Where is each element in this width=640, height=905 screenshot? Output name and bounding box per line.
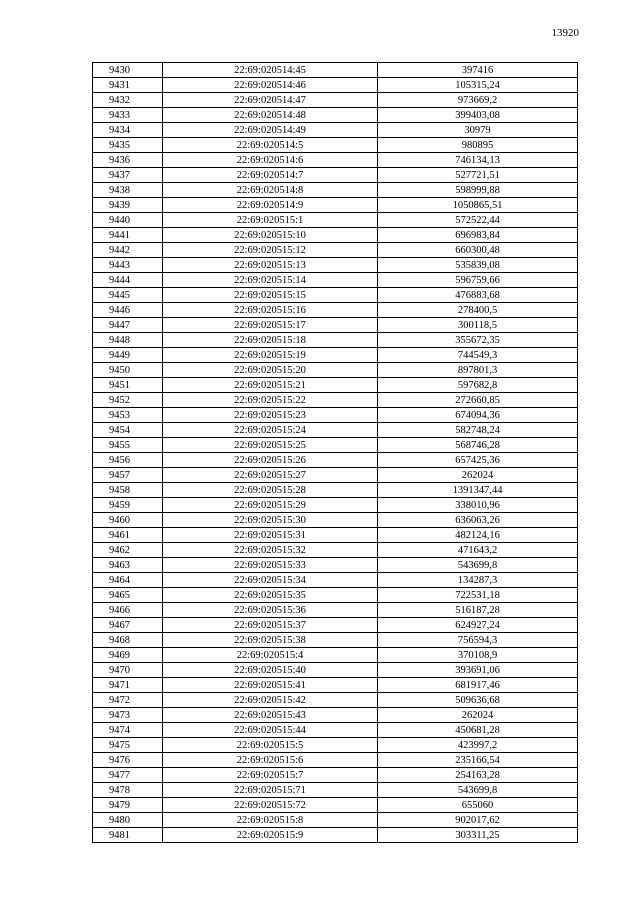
table-body xyxy=(93,63,578,843)
table-row xyxy=(93,633,578,648)
row-number-cell: 9473 xyxy=(93,708,163,723)
row-number-cell: 9479 xyxy=(93,798,163,813)
cadastral-value-cell: 568746,28 xyxy=(378,438,578,453)
row-number-cell: 9441 xyxy=(93,228,163,243)
row-number-cell: 9481 xyxy=(93,828,163,843)
row-number-cell: 9477 xyxy=(93,768,163,783)
cadastral-number-cell: 22:69:020515:31 xyxy=(163,528,378,543)
cadastral-number-cell: 22:69:020515:9 xyxy=(163,828,378,843)
table-row xyxy=(93,213,578,228)
row-number-cell: 9449 xyxy=(93,348,163,363)
cadastral-value-cell: 598999,88 xyxy=(378,183,578,198)
cadastral-number-cell: 22:69:020514:8 xyxy=(163,183,378,198)
table-row xyxy=(93,153,578,168)
row-number-cell: 9436 xyxy=(93,153,163,168)
cadastral-number-cell: 22:69:020514:46 xyxy=(163,78,378,93)
cadastral-number-cell: 22:69:020515:36 xyxy=(163,603,378,618)
row-number-cell: 9455 xyxy=(93,438,163,453)
cadastral-value-cell: 674094,36 xyxy=(378,408,578,423)
row-number-cell: 9465 xyxy=(93,588,163,603)
table-row xyxy=(93,393,578,408)
cadastral-value-cell: 572522,44 xyxy=(378,213,578,228)
cadastral-number-cell: 22:69:020514:47 xyxy=(163,93,378,108)
table-row xyxy=(93,183,578,198)
row-number-cell: 9454 xyxy=(93,423,163,438)
cadastral-value-cell: 235166,54 xyxy=(378,753,578,768)
row-number-cell: 9462 xyxy=(93,543,163,558)
table-row xyxy=(93,378,578,393)
table-row xyxy=(93,573,578,588)
cadastral-value-cell: 655060 xyxy=(378,798,578,813)
table-row xyxy=(93,468,578,483)
table-row xyxy=(93,348,578,363)
cadastral-number-cell: 22:69:020515:7 xyxy=(163,768,378,783)
cadastral-number-cell: 22:69:020515:26 xyxy=(163,453,378,468)
table-row xyxy=(93,408,578,423)
cadastral-number-cell: 22:69:020515:71 xyxy=(163,783,378,798)
cadastral-number-cell: 22:69:020515:17 xyxy=(163,318,378,333)
row-number-cell: 9438 xyxy=(93,183,163,198)
row-number-cell: 9457 xyxy=(93,468,163,483)
cadastral-number-cell: 22:69:020514:9 xyxy=(163,198,378,213)
cadastral-number-cell: 22:69:020515:4 xyxy=(163,648,378,663)
cadastral-value-cell: 303311,25 xyxy=(378,828,578,843)
cadastral-number-cell: 22:69:020515:28 xyxy=(163,483,378,498)
cadastral-value-cell: 30979 xyxy=(378,123,578,138)
cadastral-value-cell: 543699,8 xyxy=(378,558,578,573)
cadastral-value-cell: 746134,13 xyxy=(378,153,578,168)
row-number-cell: 9470 xyxy=(93,663,163,678)
table-row xyxy=(93,708,578,723)
cadastral-number-cell: 22:69:020514:49 xyxy=(163,123,378,138)
cadastral-value-cell: 722531,18 xyxy=(378,588,578,603)
cadastral-number-cell: 22:69:020515:13 xyxy=(163,258,378,273)
table-row xyxy=(93,543,578,558)
table-row xyxy=(93,258,578,273)
cadastral-number-cell: 22:69:020515:25 xyxy=(163,438,378,453)
row-number-cell: 9471 xyxy=(93,678,163,693)
table-row xyxy=(93,138,578,153)
cadastral-number-cell: 22:69:020515:14 xyxy=(163,273,378,288)
row-number-cell: 9461 xyxy=(93,528,163,543)
cadastral-value-cell: 254163,28 xyxy=(378,768,578,783)
cadastral-value-cell: 596759,66 xyxy=(378,273,578,288)
row-number-cell: 9433 xyxy=(93,108,163,123)
table-row xyxy=(93,273,578,288)
table-row xyxy=(93,423,578,438)
row-number-cell: 9458 xyxy=(93,483,163,498)
row-number-cell: 9446 xyxy=(93,303,163,318)
page-number: 13920 xyxy=(551,27,579,39)
table-row xyxy=(93,723,578,738)
table-row xyxy=(93,63,578,78)
row-number-cell: 9466 xyxy=(93,603,163,618)
row-number-cell: 9464 xyxy=(93,573,163,588)
cadastral-value-cell: 543699,8 xyxy=(378,783,578,798)
table-row xyxy=(93,828,578,843)
cadastral-value-cell: 278400,5 xyxy=(378,303,578,318)
row-number-cell: 9451 xyxy=(93,378,163,393)
row-number-cell: 9435 xyxy=(93,138,163,153)
cadastral-number-cell: 22:69:020515:19 xyxy=(163,348,378,363)
cadastral-number-cell: 22:69:020515:21 xyxy=(163,378,378,393)
cadastral-value-cell: 397416 xyxy=(378,63,578,78)
table-row xyxy=(93,438,578,453)
table-row xyxy=(93,663,578,678)
cadastral-value-cell: 482124,16 xyxy=(378,528,578,543)
cadastral-number-cell: 22:69:020515:27 xyxy=(163,468,378,483)
cadastral-value-cell: 657425,36 xyxy=(378,453,578,468)
cadastral-value-cell: 756594,3 xyxy=(378,633,578,648)
cadastral-number-cell: 22:69:020514:45 xyxy=(163,63,378,78)
table-row xyxy=(93,738,578,753)
cadastral-value-cell: 681917,46 xyxy=(378,678,578,693)
cadastral-number-cell: 22:69:020514:48 xyxy=(163,108,378,123)
cadastral-number-cell: 22:69:020515:29 xyxy=(163,498,378,513)
row-number-cell: 9474 xyxy=(93,723,163,738)
cadastral-value-cell: 597682,8 xyxy=(378,378,578,393)
cadastral-number-cell: 22:69:020515:44 xyxy=(163,723,378,738)
cadastral-value-cell: 582748,24 xyxy=(378,423,578,438)
row-number-cell: 9439 xyxy=(93,198,163,213)
cadastral-number-cell: 22:69:020515:34 xyxy=(163,573,378,588)
row-number-cell: 9463 xyxy=(93,558,163,573)
cadastral-number-cell: 22:69:020515:40 xyxy=(163,663,378,678)
cadastral-value-cell: 1391347,44 xyxy=(378,483,578,498)
cadastral-value-cell: 624927,24 xyxy=(378,618,578,633)
cadastral-number-cell: 22:69:020515:37 xyxy=(163,618,378,633)
cadastral-number-cell: 22:69:020515:43 xyxy=(163,708,378,723)
cadastral-number-cell: 22:69:020515:38 xyxy=(163,633,378,648)
cadastral-number-cell: 22:69:020514:7 xyxy=(163,168,378,183)
cadastral-number-cell: 22:69:020515:20 xyxy=(163,363,378,378)
cadastral-value-cell: 744549,3 xyxy=(378,348,578,363)
cadastral-value-cell: 476883,68 xyxy=(378,288,578,303)
cadastral-number-cell: 22:69:020515:24 xyxy=(163,423,378,438)
row-number-cell: 9448 xyxy=(93,333,163,348)
row-number-cell: 9440 xyxy=(93,213,163,228)
cadastral-value-cell: 450681,28 xyxy=(378,723,578,738)
row-number-cell: 9432 xyxy=(93,93,163,108)
row-number-cell: 9469 xyxy=(93,648,163,663)
cadastral-number-cell: 22:69:020515:41 xyxy=(163,678,378,693)
cadastral-number-cell: 22:69:020515:22 xyxy=(163,393,378,408)
row-number-cell: 9467 xyxy=(93,618,163,633)
cadastral-value-cell: 355672,35 xyxy=(378,333,578,348)
cadastral-value-cell: 973669,2 xyxy=(378,93,578,108)
cadastral-number-cell: 22:69:020514:6 xyxy=(163,153,378,168)
table-row xyxy=(93,288,578,303)
cadastral-value-cell: 897801,3 xyxy=(378,363,578,378)
cadastral-number-cell: 22:69:020515:15 xyxy=(163,288,378,303)
row-number-cell: 9437 xyxy=(93,168,163,183)
table-row xyxy=(93,453,578,468)
table-row xyxy=(93,618,578,633)
table-row xyxy=(93,513,578,528)
row-number-cell: 9468 xyxy=(93,633,163,648)
table-row xyxy=(93,303,578,318)
row-number-cell: 9434 xyxy=(93,123,163,138)
table-row xyxy=(93,483,578,498)
row-number-cell: 9456 xyxy=(93,453,163,468)
cadastral-value-cell: 509636,68 xyxy=(378,693,578,708)
cadastral-value-cell: 1050865,51 xyxy=(378,198,578,213)
table-row xyxy=(93,333,578,348)
cadastral-value-cell: 134287,3 xyxy=(378,573,578,588)
table-row xyxy=(93,318,578,333)
cadastral-value-cell: 696983,84 xyxy=(378,228,578,243)
row-number-cell: 9430 xyxy=(93,63,163,78)
table-row xyxy=(93,363,578,378)
cadastral-value-cell: 527721,51 xyxy=(378,168,578,183)
cadastral-number-cell: 22:69:020515:23 xyxy=(163,408,378,423)
table-row xyxy=(93,558,578,573)
table-row xyxy=(93,783,578,798)
cadastral-value-cell: 423997,2 xyxy=(378,738,578,753)
row-number-cell: 9443 xyxy=(93,258,163,273)
cadastral-value-cell: 370108,9 xyxy=(378,648,578,663)
cadastral-value-table xyxy=(92,62,578,843)
cadastral-number-cell: 22:69:020515:5 xyxy=(163,738,378,753)
table-row xyxy=(93,78,578,93)
cadastral-number-cell: 22:69:020515:1 xyxy=(163,213,378,228)
table-row xyxy=(93,228,578,243)
table-row xyxy=(93,123,578,138)
row-number-cell: 9450 xyxy=(93,363,163,378)
cadastral-number-cell: 22:69:020515:33 xyxy=(163,558,378,573)
cadastral-number-cell: 22:69:020515:10 xyxy=(163,228,378,243)
row-number-cell: 9472 xyxy=(93,693,163,708)
table-row xyxy=(93,93,578,108)
cadastral-number-cell: 22:69:020515:32 xyxy=(163,543,378,558)
row-number-cell: 9460 xyxy=(93,513,163,528)
cadastral-value-cell: 262024 xyxy=(378,468,578,483)
row-number-cell: 9445 xyxy=(93,288,163,303)
cadastral-value-cell: 338010,96 xyxy=(378,498,578,513)
cadastral-value-cell: 262024 xyxy=(378,708,578,723)
row-number-cell: 9459 xyxy=(93,498,163,513)
row-number-cell: 9444 xyxy=(93,273,163,288)
table-row xyxy=(93,528,578,543)
table-row xyxy=(93,243,578,258)
cadastral-value-cell: 105315,24 xyxy=(378,78,578,93)
cadastral-number-cell: 22:69:020515:6 xyxy=(163,753,378,768)
table-row xyxy=(93,678,578,693)
table-row xyxy=(93,108,578,123)
table-row xyxy=(93,798,578,813)
table-row xyxy=(93,588,578,603)
table-row xyxy=(93,198,578,213)
cadastral-value-cell: 902017,62 xyxy=(378,813,578,828)
row-number-cell: 9453 xyxy=(93,408,163,423)
table-row xyxy=(93,813,578,828)
table-row xyxy=(93,498,578,513)
cadastral-value-cell: 980895 xyxy=(378,138,578,153)
table-row xyxy=(93,693,578,708)
cadastral-value-cell: 535839,08 xyxy=(378,258,578,273)
row-number-cell: 9475 xyxy=(93,738,163,753)
cadastral-number-cell: 22:69:020515:72 xyxy=(163,798,378,813)
cadastral-number-cell: 22:69:020514:5 xyxy=(163,138,378,153)
cadastral-value-cell: 471643,2 xyxy=(378,543,578,558)
cadastral-value-cell: 399403,08 xyxy=(378,108,578,123)
cadastral-value-cell: 660300,48 xyxy=(378,243,578,258)
cadastral-number-cell: 22:69:020515:35 xyxy=(163,588,378,603)
row-number-cell: 9452 xyxy=(93,393,163,408)
cadastral-value-cell: 300118,5 xyxy=(378,318,578,333)
cadastral-value-cell: 516187,28 xyxy=(378,603,578,618)
cadastral-number-cell: 22:69:020515:16 xyxy=(163,303,378,318)
row-number-cell: 9476 xyxy=(93,753,163,768)
row-number-cell: 9480 xyxy=(93,813,163,828)
cadastral-value-cell: 272660,85 xyxy=(378,393,578,408)
table-row xyxy=(93,603,578,618)
row-number-cell: 9431 xyxy=(93,78,163,93)
cadastral-value-cell: 636063,26 xyxy=(378,513,578,528)
table-row xyxy=(93,753,578,768)
row-number-cell: 9478 xyxy=(93,783,163,798)
cadastral-value-cell: 393691,06 xyxy=(378,663,578,678)
table-row xyxy=(93,768,578,783)
cadastral-number-cell: 22:69:020515:42 xyxy=(163,693,378,708)
cadastral-number-cell: 22:69:020515:8 xyxy=(163,813,378,828)
row-number-cell: 9447 xyxy=(93,318,163,333)
cadastral-number-cell: 22:69:020515:12 xyxy=(163,243,378,258)
table-row xyxy=(93,648,578,663)
row-number-cell: 9442 xyxy=(93,243,163,258)
table-row xyxy=(93,168,578,183)
cadastral-number-cell: 22:69:020515:18 xyxy=(163,333,378,348)
cadastral-number-cell: 22:69:020515:30 xyxy=(163,513,378,528)
